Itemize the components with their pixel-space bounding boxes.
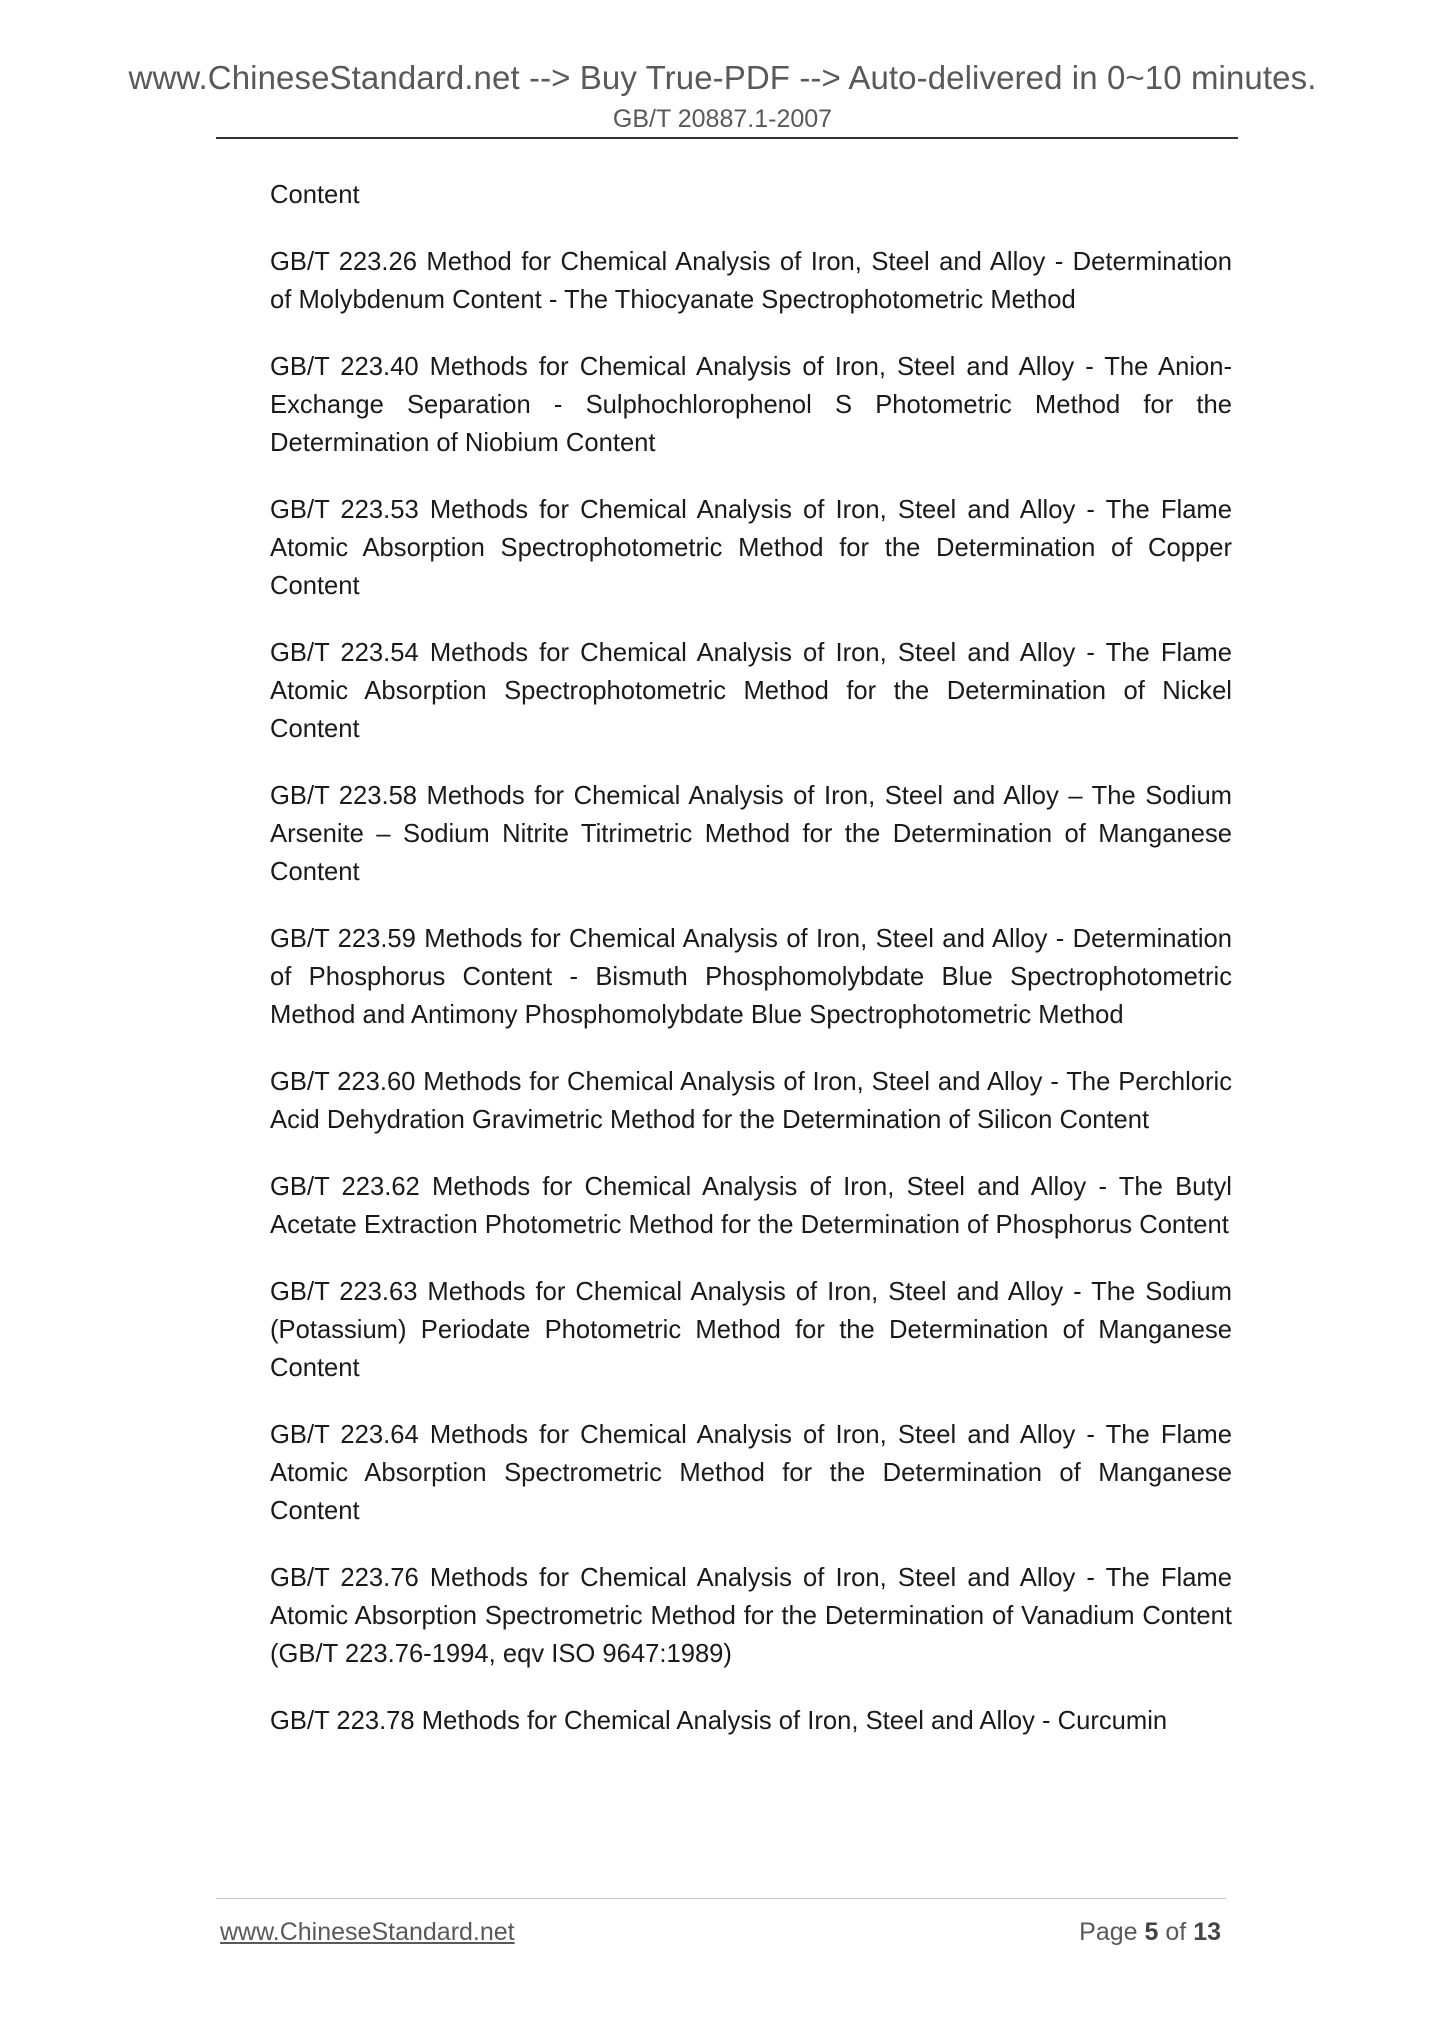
reference-item: GB/T 223.26 Method for Chemical Analysis of Iron, Steel and Alloy - Determination of Molybdenum Content - The Thiocyanate Spectrophotometric Method <box>270 248 1232 314</box>
header-banner: www.ChineseStandard.net --> Buy True-PDF --> Auto-delivered in 0~10 minutes. <box>128 59 1317 96</box>
page-prefix: Page <box>1079 1918 1138 1946</box>
reference-item: GB/T 223.76 Methods for Chemical Analysis of Iron, Steel and Alloy - The Flame Atomic Absorption Spectrometric Method for the Determination of Vanadium Content (GB/T 223.76-1994, eqv ISO 9647:1989) <box>270 1564 1232 1668</box>
standard-code: GB/T 20887.1-2007 <box>612 105 833 133</box>
document-body <box>270 176 1232 1740</box>
footer-site-link[interactable]: www.ChineseStandard.net <box>220 1918 515 1946</box>
reference-item: GB/T 223.63 Methods for Chemical Analysis of Iron, Steel and Alloy - The Sodium (Potassium) Periodate Photometric Method for the Determination of Manganese Content <box>270 1278 1232 1382</box>
reference-item: GB/T 223.40 Methods for Chemical Analysis of Iron, Steel and Alloy - The Anion-Exchange Separation - Sulphochlorophenol S Photometric Method for the Determination of Niobium Content <box>270 353 1232 457</box>
header-divider <box>216 137 1238 139</box>
reference-item: GB/T 223.53 Methods for Chemical Analysis of Iron, Steel and Alloy - The Flame Atomic Absorption Spectrophotometric Method for the Determination of Copper Content <box>270 496 1232 600</box>
reference-item: GB/T 223.58 Methods for Chemical Analysis of Iron, Steel and Alloy – The Sodium Arsenite – Sodium Nitrite Titrimetric Method for the Determination of Manganese Content <box>270 782 1232 886</box>
reference-item: GB/T 223.59 Methods for Chemical Analysis of Iron, Steel and Alloy - Determination of Phosphorus Content - Bismuth Phosphomolybdate Blue Spectrophotometric Method and Antimony Phosphomolybdate Blue Spectrophotometric Method <box>270 925 1232 1029</box>
footer-divider <box>216 1898 1226 1899</box>
reference-item: GB/T 223.60 Methods for Chemical Analysis of Iron, Steel and Alloy - The Perchloric Acid Dehydration Gravimetric Method for the Determination of Silicon Content <box>270 1068 1232 1134</box>
reference-item: GB/T 223.64 Methods for Chemical Analysis of Iron, Steel and Alloy - The Flame Atomic Absorption Spectrometric Method for the Determination of Manganese Content <box>270 1421 1232 1525</box>
reference-item: GB/T 223.54 Methods for Chemical Analysis of Iron, Steel and Alloy - The Flame Atomic Absorption Spectrophotometric Method for the Determination of Nickel Content <box>270 639 1232 743</box>
page-of: of <box>1165 1918 1187 1946</box>
page-number <box>1079 1917 1221 1947</box>
page-total: 13 <box>1193 1918 1221 1946</box>
reference-item-continued: GB/T 223.78 Methods for Chemical Analysis of Iron, Steel and Alloy - Curcumin <box>270 1707 1168 1735</box>
reference-item: GB/T 223.62 Methods for Chemical Analysis of Iron, Steel and Alloy - The Butyl Acetate Extraction Photometric Method for the Determination of Phosphorus Content <box>270 1173 1232 1239</box>
page-current: 5 <box>1144 1918 1159 1946</box>
lead-in-text: Content <box>270 181 360 209</box>
